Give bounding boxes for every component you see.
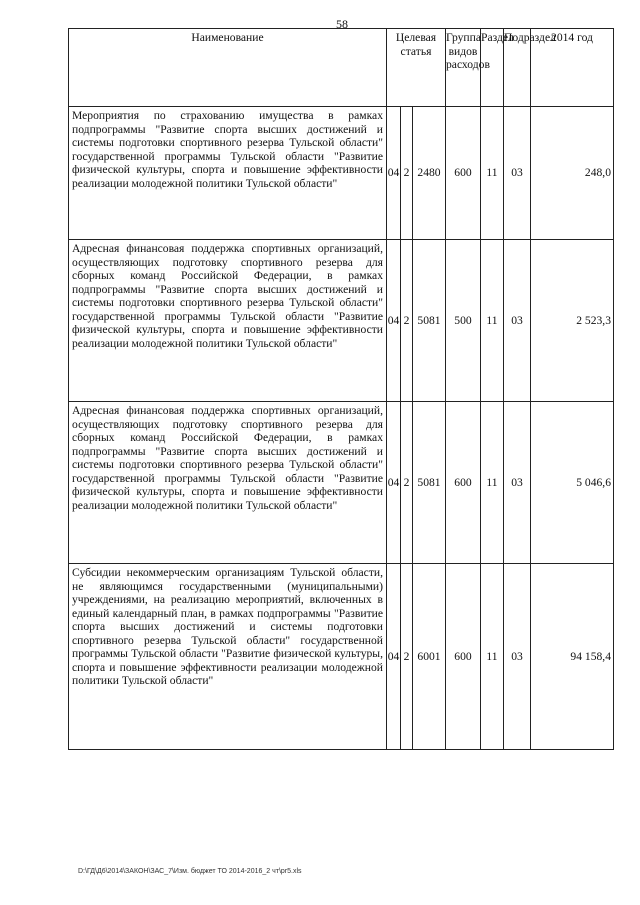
row-name: Субсидии некоммерческим организациям Тульской области, не являющимся государственными (муниципальными) учреждениями, на реализацию мероприятий, включенных в единый календарный план, в рамках подпрограммы "Развитие спорта высших достижений и системы подготовки спортивного резерва Тульской области" государственной программы Тульской области "Развитие физической культуры, спорта и повышение эффективности реализации молодежной политики Тульской области" (69, 564, 387, 750)
header-year: 2014 год (531, 29, 614, 107)
row-target-article-program: 04 (387, 240, 401, 402)
table-row (69, 240, 614, 402)
row-expense-group: 600 (446, 564, 481, 750)
header-name: Наименование (69, 29, 387, 107)
header-subsection: Подраздел (504, 29, 531, 107)
row-amount: 94 158,4 (531, 564, 614, 750)
row-target-article-subprogram: 2 (401, 240, 413, 402)
row-subsection: 03 (504, 107, 531, 240)
header-section: Раздел (481, 29, 504, 107)
row-target-article-code: 5081 (413, 240, 446, 402)
row-amount: 5 046,6 (531, 402, 614, 564)
budget-table (68, 28, 614, 750)
file-path-footer: D:\ГД\Д6\2014\ЗАКОН\ЗАС_7\Изм. бюджет ТО 2014-2016_2 чт\pr5.xls (78, 868, 302, 875)
row-name: Мероприятия по страхованию имущества в рамках подпрограммы "Развитие спорта высших достижений и системы подготовки спортивного резерва Тульской области" государственной программы Тульской области "Развитие физической культуры, спорта и повышение эффективности реализации молодежной политики Тульской области" (69, 107, 387, 240)
row-expense-group: 500 (446, 240, 481, 402)
row-section: 11 (481, 240, 504, 402)
table-row (69, 107, 614, 240)
row-name: Адресная финансовая поддержка спортивных организаций, осуществляющих подготовку спортивного резерва для сборных команд Российской Федерации, в рамках подпрограммы "Развитие спорта высших достижений и системы подготовки спортивного резерва Тульской области" государственной программы Тульской области "Развитие физической культуры, спорта и повышение эффективности реализации молодежной политики Тульской области" (69, 402, 387, 564)
row-target-article-code: 6001 (413, 564, 446, 750)
row-target-article-program: 04 (387, 564, 401, 750)
header-expense-group: Группа видов расходов (446, 29, 481, 107)
row-target-article-program: 04 (387, 107, 401, 240)
header-row (69, 29, 614, 107)
row-target-article-code: 2480 (413, 107, 446, 240)
page-number: 58 (336, 17, 348, 31)
table-row (69, 402, 614, 564)
header-target-article: Целевая статья (387, 29, 446, 107)
table-row (69, 564, 614, 750)
row-subsection: 03 (504, 240, 531, 402)
row-target-article-code: 5081 (413, 402, 446, 564)
row-expense-group: 600 (446, 107, 481, 240)
row-amount: 248,0 (531, 107, 614, 240)
row-section: 11 (481, 107, 504, 240)
row-amount: 2 523,3 (531, 240, 614, 402)
row-target-article-subprogram: 2 (401, 402, 413, 564)
row-subsection: 03 (504, 564, 531, 750)
row-expense-group: 600 (446, 402, 481, 564)
row-subsection: 03 (504, 402, 531, 564)
row-target-article-subprogram: 2 (401, 564, 413, 750)
row-section: 11 (481, 564, 504, 750)
row-target-article-program: 04 (387, 402, 401, 564)
row-section: 11 (481, 402, 504, 564)
row-target-article-subprogram: 2 (401, 107, 413, 240)
row-name: Адресная финансовая поддержка спортивных организаций, осуществляющих подготовку спортивного резерва для сборных команд Российской Федерации, в рамках подпрограммы "Развитие спорта высших достижений и системы подготовки спортивного резерва Тульской области" государственной программы Тульской области "Развитие физической культуры, спорта и повышение эффективности реализации молодежной политики Тульской области" (69, 240, 387, 402)
